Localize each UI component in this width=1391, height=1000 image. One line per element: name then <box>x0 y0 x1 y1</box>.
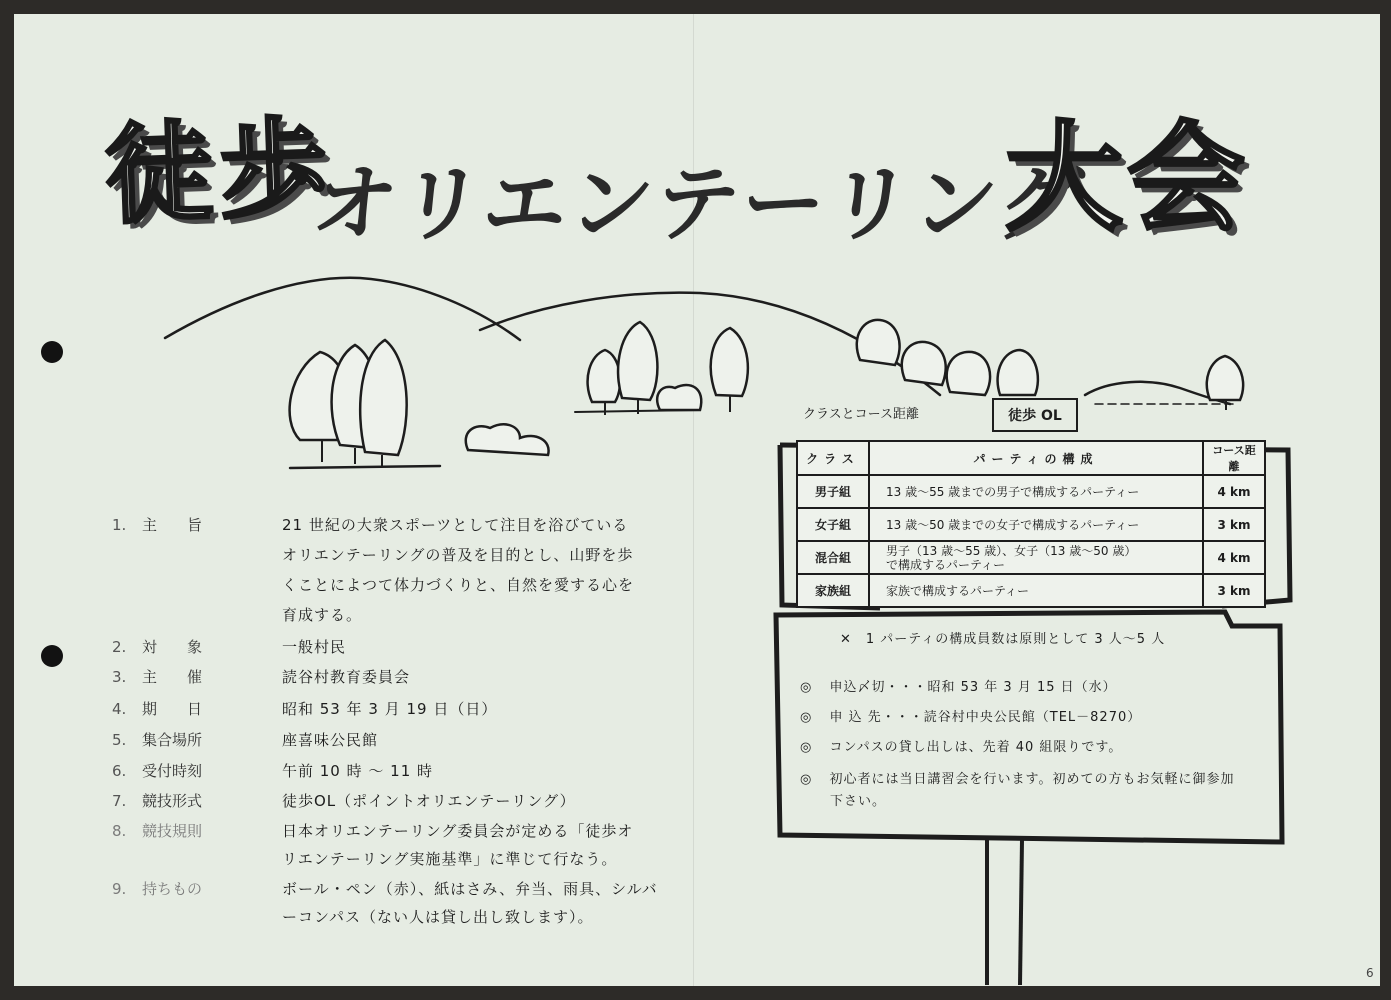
detail-value: 午前 10 時 ～ 11 時 <box>282 762 434 780</box>
header-distance: コース距離 <box>1203 441 1265 475</box>
detail-number: 7. <box>112 792 127 810</box>
detail-value: 読谷村教育委員会 <box>282 668 411 686</box>
detail-label: 受付時刻 <box>142 762 203 780</box>
class-cell: 男子組 <box>797 475 869 508</box>
party-cell: 家族で構成するパーティー <box>869 574 1203 607</box>
detail-value: リエンテーリング実施基準」に準じて行なう。 <box>282 850 618 868</box>
detail-number: 1. <box>112 516 127 534</box>
table-row <box>797 574 1265 607</box>
detail-value: ーコンパス（ない人は貸し出し致します）。 <box>282 908 594 926</box>
class-cell: 混合組 <box>797 541 869 574</box>
note-apply-to <box>800 708 1141 728</box>
class-table <box>796 440 1266 608</box>
detail-label: 競技形式 <box>142 792 203 810</box>
party-cell: 13 歳～55 歳までの男子で構成するパーティー <box>869 475 1203 508</box>
detail-label: 持ちもの <box>142 880 203 898</box>
page-number: 6 <box>1366 966 1374 980</box>
note-deadline <box>800 678 1117 698</box>
detail-value: くことによつて体力づくりと、自然を愛する心を <box>282 576 635 594</box>
note-text: 申込〆切・・・昭和 53 年 3 月 15 日（水） <box>829 680 1117 695</box>
note-beginners <box>800 770 1234 790</box>
detail-value: 一般村民 <box>282 638 347 656</box>
table-row <box>797 475 1265 508</box>
detail-value: オリエンテーリングの普及を目的とし、山野を歩 <box>282 546 634 564</box>
detail-value: 育成する。 <box>282 606 363 624</box>
detail-label: 対 象 <box>142 638 203 656</box>
class-cell: 家族組 <box>797 574 869 607</box>
title-main: オリエンテーリング <box>307 155 1089 253</box>
header-class: クラス <box>797 441 869 475</box>
detail-label: 競技規則 <box>142 822 203 840</box>
distance-cell: 3 km <box>1203 574 1265 607</box>
title-walk: 徒歩 <box>102 106 336 239</box>
party-cell: 13 歳～50 歳までの女子で構成するパーティー <box>869 508 1203 541</box>
detail-label: 期 日 <box>142 700 203 718</box>
note-compass <box>800 738 1122 758</box>
detail-number: 9. <box>112 880 127 898</box>
detail-number: 8. <box>112 822 127 840</box>
detail-value: 座喜味公民館 <box>282 731 379 749</box>
note-bullet: ◎ <box>800 772 813 787</box>
detail-label: 集合場所 <box>142 731 203 749</box>
note-bullet: ◎ <box>800 740 813 755</box>
class-cell: 女子組 <box>797 508 869 541</box>
detail-number: 3. <box>112 668 127 686</box>
detail-value: 日本オリエンテーリング委員会が定める「徒歩オ <box>282 822 634 840</box>
note-bullet: ◎ <box>800 680 813 695</box>
note-text: コンパスの貸し出しは、先着 40 組限りです。 <box>829 740 1123 755</box>
detail-number: 2. <box>112 638 127 656</box>
table-row <box>797 508 1265 541</box>
detail-number: 6. <box>112 762 127 780</box>
party-cell <box>869 541 1203 574</box>
party-cell-line2: で構成するパーティー <box>886 557 1006 572</box>
note-text: 初心者には当日講習会を行います。初めての方もお気軽に御参加 <box>829 772 1235 787</box>
header-party: パーティの構成 <box>869 441 1203 475</box>
distance-cell: 4 km <box>1203 475 1265 508</box>
title-big: 大会 <box>1005 109 1250 247</box>
detail-label: 主 催 <box>142 668 203 686</box>
detail-value: 徒歩OL（ポイントオリエンテーリング） <box>282 792 576 810</box>
distance-cell: 4 km <box>1203 541 1265 574</box>
detail-value: 昭和 53 年 3 月 19 日（日） <box>282 700 498 718</box>
note-bullet: ◎ <box>800 710 813 725</box>
detail-value: ボール・ペン（赤）、紙はさみ、弁当、雨具、シルバ <box>282 880 658 898</box>
class-table-header <box>797 441 1265 475</box>
detail-number: 4. <box>112 700 127 718</box>
party-size-note: ✕ 1 パーティの構成員数は原則として 3 人～5 人 <box>840 632 1166 647</box>
party-cell-line1: 男子（13 歳～55 歳）、女子（13 歳～50 歳） <box>886 543 1137 558</box>
note-text: 申 込 先・・・読谷村中央公民館（TEL－8270） <box>829 710 1142 725</box>
walking-ol-tag: 徒歩 OL <box>992 398 1078 432</box>
distance-cell: 3 km <box>1203 508 1265 541</box>
note-beginners-cont: 下さい。 <box>830 794 887 809</box>
detail-value: 21 世紀の大衆スポーツとして注目を浴びている <box>282 516 629 534</box>
detail-number: 5. <box>112 731 127 749</box>
table-row <box>797 541 1265 574</box>
class-table-caption: クラスとコース距離 <box>803 407 919 422</box>
detail-label: 主 旨 <box>142 516 203 534</box>
